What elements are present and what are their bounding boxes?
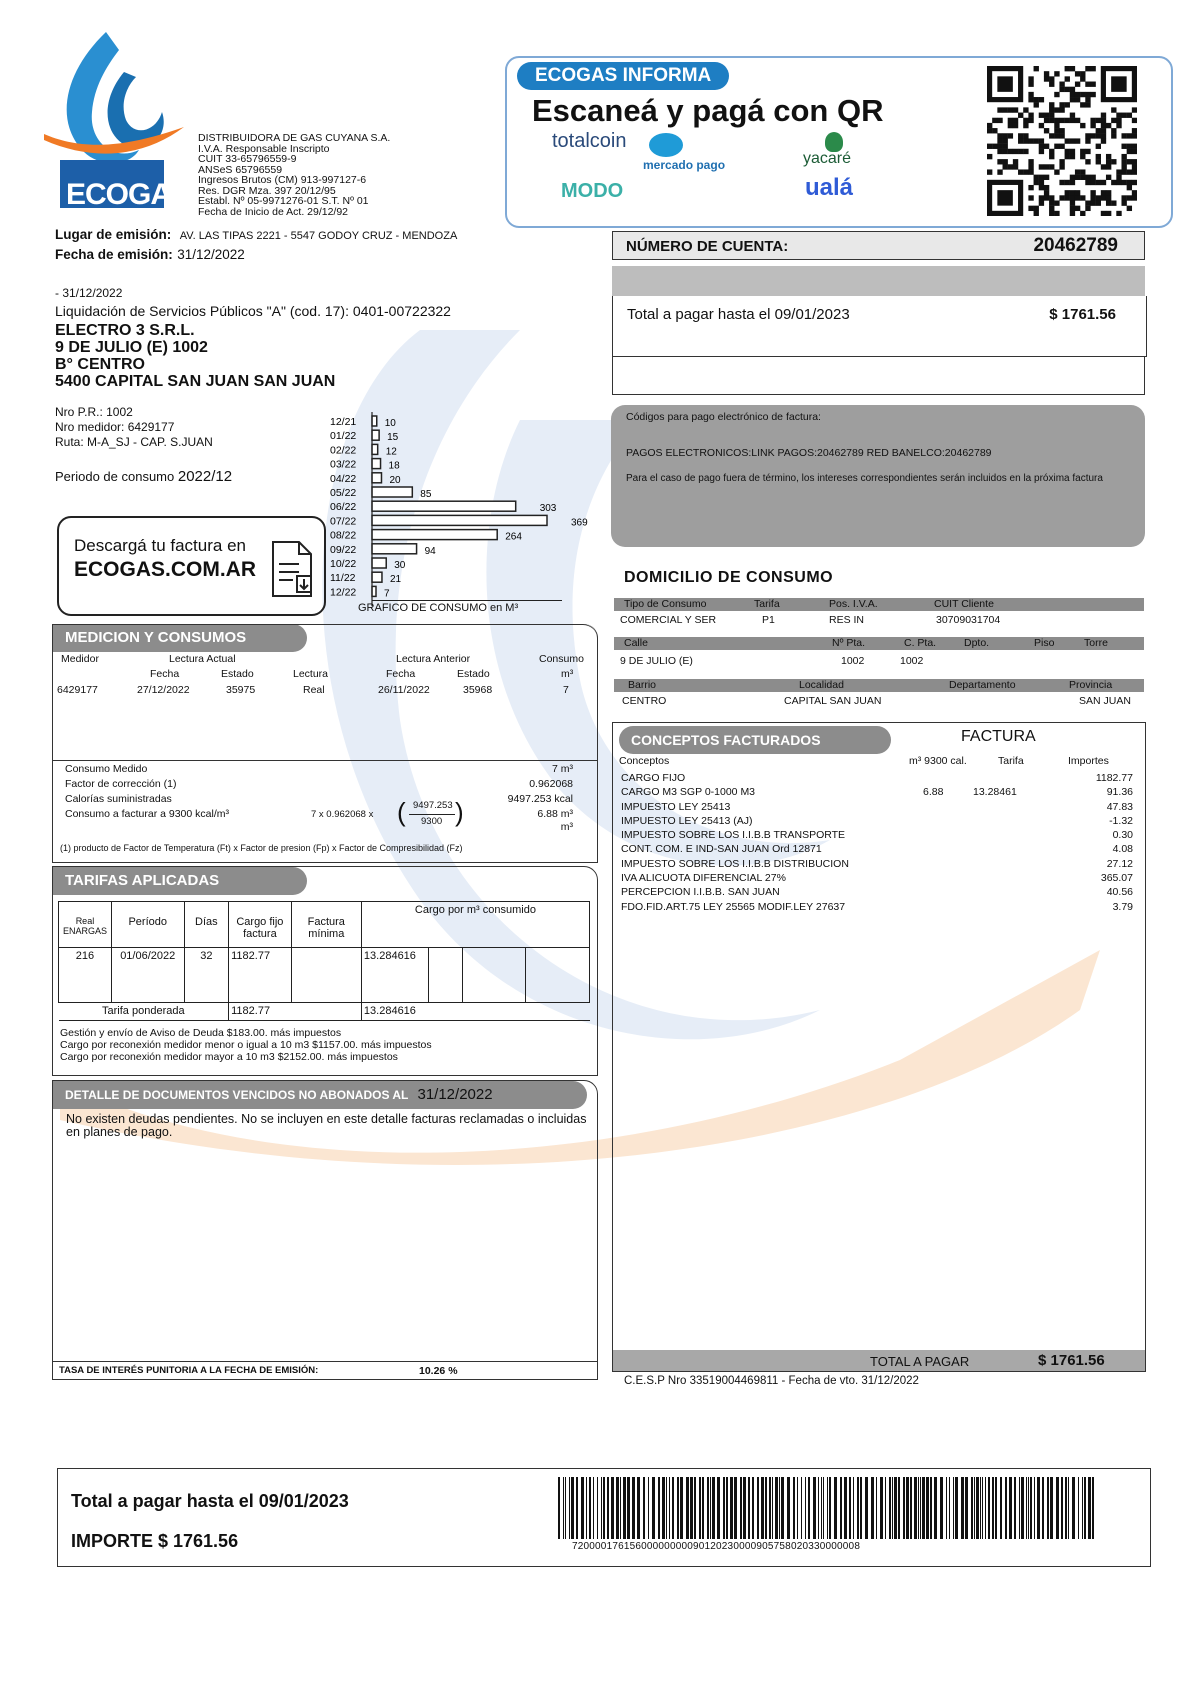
brand-modo: MODO [561, 180, 624, 202]
epay-note: Para el caso de pago fuera de término, los intereses correspondientes serán incluidos en la próxima factura [626, 473, 1103, 484]
h-estado-anterior: Estado [457, 668, 490, 680]
val-localidad: CAPITAL SAN JUAN [784, 695, 882, 707]
tarifa-note: Cargo por reconexión medidor menor o igual a 10 m3 $1157.00. más impuestos [60, 1039, 432, 1051]
val-calle: 9 DE JULIO (E) [620, 655, 693, 667]
concepto-name: CARGO FIJO [621, 772, 686, 784]
chart-value-label: 20 [389, 474, 401, 486]
concepto-importe: 40.56 [1106, 886, 1133, 899]
hdr-localidad: Localidad [799, 679, 844, 691]
val-cuit: 30709031704 [936, 614, 1001, 626]
facturar-unit: m³ [560, 821, 573, 833]
medicion-divider [53, 760, 597, 761]
val-tarifa: P1 [762, 614, 775, 626]
concepto-row [621, 885, 1133, 899]
td-ponderada-label: Tarifa ponderada [59, 1003, 229, 1021]
brand-mercadopago: mercado pago [643, 158, 726, 172]
td-empty-2 [462, 948, 526, 1003]
th-cargo-fijo: Cargo fijo factura [229, 902, 292, 948]
customer-route: Ruta: M-A_SJ - CAP. S.JUAN [55, 435, 213, 449]
hdr-pos-iva: Pos. I.V.A. [829, 598, 878, 610]
liquidation-line: Liquidación de Servicios Públicos "A" (cod. 17): 0401-00722322 [55, 303, 451, 319]
hdr-tipo-consumo: Tipo de Consumo [624, 598, 707, 610]
company-line: Establ. Nº 05-9971276-01 S.T. Nº 01 [198, 195, 369, 207]
chart-bar [372, 572, 382, 582]
td-ponderada-fijo: 1182.77 [229, 1003, 292, 1021]
chart-value-label: 7 [384, 588, 390, 600]
td-cargo-fijo: 1182.77 [229, 948, 292, 1003]
chart-bar [372, 544, 417, 554]
concepto-importe: 365.07 [1100, 872, 1133, 885]
chart-bar [372, 416, 377, 426]
barcode[interactable] [558, 1477, 1098, 1541]
medicion-title: MEDICION Y CONSUMOS [53, 624, 307, 652]
concepto-name: FDO.FID.ART.75 LEY 25565 MODIF.LEY 27637 [621, 900, 846, 913]
hdr-calle: Calle [624, 637, 648, 649]
company-line: I.V.A. Responsable Inscripto [198, 142, 330, 155]
concepto-importe: 3.79 [1112, 900, 1133, 913]
consumo-medido-value: 7 m³ [552, 763, 573, 775]
domicilio-row2-values [614, 655, 1144, 669]
total-value: $ 1761.56 [1038, 1352, 1105, 1369]
td-dias: 32 [184, 948, 229, 1003]
account-number-label: NÚMERO DE CUENTA: [626, 238, 789, 255]
hdr-c-pta: C. Pta. [904, 637, 937, 649]
factura-label: FACTURA [961, 728, 1036, 745]
domicilio-row1-values [614, 614, 1144, 628]
mercado-pago-icon [649, 133, 683, 157]
th-factura-minima: Factura mínima [291, 902, 361, 948]
concepto-importe: 0.30 [1112, 829, 1133, 842]
chart-value-label: 18 [388, 460, 400, 472]
domicilio-row3-values [614, 695, 1144, 709]
hdr-departamento: Departamento [949, 679, 1016, 691]
concepto-row [621, 842, 1133, 856]
h-m3: m³ [561, 668, 574, 680]
th-real-enargas: Real ENARGAS [59, 902, 112, 948]
tarifas-table [58, 901, 590, 1021]
epay-box [611, 405, 1145, 547]
factor-label: Factor de corrección (1) [65, 778, 177, 790]
concepto-name: PERCEPCION I.I.B.B. SAN JUAN [621, 886, 780, 899]
customer-name: ELECTRO 3 S.R.L. [55, 322, 195, 339]
chart-bar [372, 515, 547, 525]
h-fecha: Fecha [150, 668, 180, 680]
val-fecha-actual: 27/12/2022 [137, 684, 190, 696]
chart-value-label: 10 [384, 418, 396, 429]
chart-bar [372, 530, 497, 540]
total-bar [613, 1350, 1145, 1371]
emission-place-value: AV. LAS TIPAS 2221 - 5547 GODOY CRUZ - MENDOZA [179, 230, 458, 242]
chart-category-label: 12/22 [330, 586, 357, 599]
chart-bar [372, 586, 376, 596]
concepto-row [621, 900, 1133, 914]
chart-baseline [372, 600, 562, 601]
concepto-importe: 91.36 [1106, 786, 1133, 799]
chart-category-label: 07/22 [330, 515, 357, 528]
concepto-importe: 27.12 [1106, 857, 1133, 870]
td-cargo-m3: 13.284616 [361, 948, 428, 1003]
concepto-name: IVA ALICUOTA DIFERENCIAL 27% [621, 872, 786, 885]
medicion-row [53, 684, 597, 698]
domicilio-row1-headers [614, 598, 1144, 611]
document-download-icon [269, 540, 315, 598]
chart-value-label: 94 [424, 545, 436, 557]
account-grey-band [612, 266, 1145, 296]
h-importes: Importes [1068, 755, 1109, 767]
val-c-pta: 1002 [900, 655, 924, 667]
td-empty-1 [428, 948, 462, 1003]
th-periodo: Período [111, 902, 184, 948]
hdr-barrio: Barrio [628, 679, 657, 691]
promo-badge: ECOGAS INFORMA [517, 62, 729, 90]
detalle-title-bar [53, 1081, 587, 1109]
tarifa-note: Cargo por reconexión medidor mayor a 10 m3 $2152.00. más impuestos [60, 1051, 398, 1063]
concepto-tarifa: 13.28461 [973, 786, 1017, 799]
company-line: Fecha de Inicio de Act. 29/12/92 [198, 205, 349, 218]
customer-address2: B° CENTRO [55, 356, 145, 373]
medicion-box [52, 624, 598, 863]
total-label: TOTAL A PAGAR [870, 1354, 970, 1369]
brand-uala: ualá [805, 174, 854, 201]
download-line1: Descargá tu factura en [74, 536, 246, 555]
epay-title: Códigos para pago electrónico de factura: [626, 411, 821, 423]
customer-pr: Nro P.R.: 1002 [55, 405, 133, 419]
customer-address3: 5400 CAPITAL SAN JUAN SAN JUAN [55, 373, 336, 390]
chart-bar [372, 459, 381, 469]
chart-value-label: 12 [385, 446, 397, 458]
qr-code[interactable] [987, 66, 1137, 216]
h-lectura: Lectura [293, 668, 329, 680]
facturar-fraction: ( 9497.253 9300 ) [397, 797, 464, 827]
chart-value-label: 21 [389, 574, 402, 586]
h-tarifa: Tarifa [998, 755, 1024, 767]
detalle-title: DETALLE DE DOCUMENTOS VENCIDOS NO ABONADOS AL [65, 1088, 409, 1102]
medicion-frame [53, 624, 597, 863]
hdr-piso: Piso [1034, 637, 1055, 649]
concepto-importe: 47.83 [1106, 800, 1133, 813]
tarifas-box [52, 866, 598, 1076]
val-fecha-anterior: 26/11/2022 [378, 684, 430, 696]
company-info [198, 133, 390, 217]
h-fecha-anterior: Fecha [386, 668, 416, 680]
concepto-row [621, 785, 1133, 799]
total-due-label: Total a pagar hasta el 09/01/2023 [627, 306, 850, 323]
h-conceptos: Conceptos [619, 755, 670, 767]
emission-date [55, 246, 245, 264]
chart-value-label: 303 [539, 503, 557, 515]
concepto-name: IMPUESTO SOBRE LOS I.I.B.B DISTRIBUCION [621, 857, 849, 870]
tasa-label: TASA DE INTERÉS PUNITORIA A LA FECHA DE EMISIÓN: [59, 1365, 319, 1376]
chart-category-label: 05/22 [330, 487, 357, 499]
val-lectura: Real [303, 684, 325, 696]
total-due-value: $ 1761.56 [1049, 306, 1116, 323]
company-line: Ingresos Brutos (CM) 913-997127-6 [198, 174, 367, 186]
tasa-value: 10.26 % [419, 1365, 458, 1377]
h-m3: m³ 9300 cal. [909, 755, 967, 767]
chart-bar [372, 473, 381, 483]
h-medidor: Medidor [61, 653, 99, 665]
frac-den: 9300 [421, 816, 443, 827]
account-number-value: 20462789 [1033, 235, 1118, 256]
concepto-row [621, 771, 1133, 785]
medicion-footnote: (1) producto de Factor de Temperatura (Ft) x Factor de presion (Fp) x Factor de Compresibilidad (Fz) [60, 843, 463, 853]
hdr-cuit: CUIT Cliente [934, 598, 994, 610]
concepto-importe: 4.08 [1112, 843, 1133, 856]
val-nro-pta: 1002 [841, 655, 865, 667]
conceptos-title: CONCEPTOS FACTURADOS [619, 726, 891, 754]
consumption-chart [330, 408, 600, 620]
hdr-tarifa: Tarifa [754, 598, 780, 610]
brand-totalcoin: totalcoin [552, 130, 627, 152]
h-consumo: Consumo [539, 653, 584, 665]
concepto-importe: -1.32 [1109, 814, 1133, 827]
concepto-m3: 6.88 [923, 786, 944, 799]
td-periodo: 01/06/2022 [111, 948, 184, 1003]
concepto-row [621, 814, 1133, 828]
val-estado-actual: 35975 [226, 684, 256, 696]
emission-place-label: Lugar de emisión: [55, 227, 172, 242]
detalle-divider [53, 1361, 597, 1362]
chart-bar [372, 430, 379, 440]
chart-category-label: 10/22 [330, 558, 357, 570]
account-number-box [612, 231, 1145, 260]
tarifas-table-wrap [58, 901, 590, 1021]
chart-value-label: 30 [394, 560, 406, 571]
account-blank-box [612, 356, 1145, 395]
total-due-box [612, 296, 1147, 357]
download-box[interactable] [57, 516, 326, 616]
promo-title: Escaneá y pagá con QR [532, 93, 884, 128]
chart-bar [372, 487, 412, 497]
calorias-label: Calorías suministradas [65, 793, 172, 805]
company-line: CUIT 33-65796559-9 [198, 153, 297, 165]
yacare-icon [825, 132, 843, 152]
company-line: Res. DGR Mza. 397 20/12/95 [198, 184, 336, 197]
detalle-box [52, 1080, 598, 1380]
concepto-row [621, 800, 1133, 814]
val-medidor: 6429177 [57, 684, 98, 696]
concepto-name: CARGO M3 SGP 0-1000 M3 [621, 786, 756, 799]
chart-title: GRAFICO DE CONSUMO en M³ [358, 602, 519, 614]
chart-value-label: 264 [505, 531, 522, 543]
promo-box [505, 56, 1173, 228]
emission-range: - 31/12/2022 [55, 286, 123, 300]
chart-bar [372, 558, 386, 568]
chart-bar [372, 501, 516, 511]
val-pos-iva: RES IN [829, 614, 865, 626]
download-line2[interactable]: ECOGAS.COM.AR [74, 558, 257, 581]
ecogas-logo-text: ECOGAS [66, 178, 191, 211]
h-lectura-actual: Lectura Actual [169, 653, 236, 665]
td-ponderada-cargo: 13.284616 [361, 1003, 589, 1021]
concepto-name: IMPUESTO SOBRE LOS I.I.B.B TRANSPORTE [621, 829, 846, 842]
hdr-torre: Torre [1084, 637, 1108, 649]
hdr-dpto: Dpto. [964, 637, 990, 649]
company-line: DISTRIBUIDORA DE GAS CUYANA S.A. [198, 132, 391, 144]
val-estado-anterior: 35968 [463, 684, 493, 696]
chart-category-label: 09/22 [330, 543, 357, 556]
emission-date-label: Fecha de emisión: [55, 247, 173, 262]
domicilio-row2-headers [614, 637, 1144, 650]
concepto-row [621, 857, 1133, 871]
concepto-row [621, 871, 1133, 885]
td-real: 216 [59, 948, 112, 1003]
chart-category-label: 12/21 [330, 416, 357, 428]
concepto-importe: 1182.77 [1095, 772, 1133, 784]
chart-value-label: 85 [420, 489, 432, 500]
detalle-date: 31/12/2022 [417, 1086, 493, 1103]
chart-category-label: 06/22 [330, 501, 357, 514]
tarifa-note: Gestión y envío de Aviso de Deuda $183.00. más impuestos [60, 1027, 342, 1039]
concepto-name: CONT. COM. E IND-SAN JUAN Ord 12871 [621, 843, 822, 856]
chart-category-label: 04/22 [330, 472, 357, 485]
val-consumo: 7 [563, 684, 569, 696]
consumo-medido-label: Consumo Medido [65, 763, 148, 775]
conceptos-list [621, 771, 1133, 914]
emission-date-value: 31/12/2022 [177, 247, 245, 262]
tarifas-notes [60, 1027, 432, 1063]
coupon-total-label: Total a pagar hasta el 09/01/2023 [71, 1491, 349, 1511]
customer-block [55, 322, 335, 390]
domicilio-row3-headers [614, 679, 1144, 692]
tarifas-title: TARIFAS APLICADAS [53, 867, 307, 895]
facturar-formula: 7 x 0.962068 x [311, 809, 374, 820]
customer-address1: 9 DE JULIO (E) 1002 [55, 339, 208, 356]
frac-num: 9497.253 [413, 800, 453, 811]
detalle-text: No existen deudas pendientes. No se incluyen en este detalle facturas reclamadas o incluidas en planes de pago. [66, 1112, 587, 1139]
concepto-row [621, 828, 1133, 842]
h-estado: Estado [221, 668, 254, 680]
payment-coupon [57, 1468, 1151, 1567]
td-ponderada-empty [291, 1003, 361, 1021]
chart-value-label: 369 [571, 517, 588, 529]
h-lectura-anterior: Lectura Anterior [396, 653, 471, 665]
calorias-value: 9497.253 kcal [507, 793, 573, 805]
emission-place [55, 226, 457, 244]
facturar-value: 6.88 m³ [537, 808, 573, 820]
company-line: ANSeS 65796559 [198, 163, 283, 176]
chart-category-label: 03/22 [330, 458, 357, 471]
cesp-line: C.E.S.P Nro 33519004469811 - Fecha de vto. 31/12/2022 [624, 1375, 919, 1387]
period-value: 2022/12 [177, 468, 233, 485]
val-barrio: CENTRO [622, 695, 667, 707]
hdr-nro-pta: Nº Pta. [832, 637, 866, 649]
th-dias: Días [184, 902, 229, 948]
barcode-number: 72000017615600000000090120230000905758020330000008 [572, 1541, 861, 1552]
epay-codes: PAGOS ELECTRONICOS:LINK PAGOS:20462789 RED BANELCO:20462789 [626, 447, 992, 459]
chart-category-label: 02/22 [330, 444, 357, 457]
customer-meta [55, 405, 213, 450]
concepto-name: IMPUESTO LEY 25413 (AJ) [621, 814, 753, 827]
chart-value-label: 15 [387, 432, 399, 444]
chart-category-label: 11/22 [330, 572, 356, 585]
coupon-importe: IMPORTE $ 1761.56 [71, 1531, 239, 1551]
chart-category-label: 01/22 [330, 430, 357, 443]
td-factura-minima [291, 948, 361, 1003]
val-tipo-consumo: COMERCIAL Y SER [620, 614, 717, 626]
brand-yacare: yacaré [803, 150, 852, 167]
concepto-name: IMPUESTO LEY 25413 [621, 800, 731, 813]
conceptos-box [612, 722, 1146, 1372]
factor-value: 0.962068 [529, 778, 573, 790]
hdr-provincia: Provincia [1069, 679, 1113, 691]
th-cargo-m3: Cargo por m³ consumido [361, 902, 589, 948]
consumption-period [55, 468, 232, 485]
td-empty-3 [526, 948, 590, 1003]
domicilio-title: DOMICILIO DE CONSUMO [624, 569, 834, 586]
facturar-label: Consumo a facturar a 9300 kcal/m³ [65, 808, 229, 820]
chart-bar [372, 444, 378, 454]
period-label: Periodo de consumo [55, 469, 175, 484]
customer-meter: Nro medidor: 6429177 [55, 420, 175, 434]
val-provincia: SAN JUAN [1079, 695, 1131, 707]
chart-category-label: 08/22 [330, 529, 357, 542]
